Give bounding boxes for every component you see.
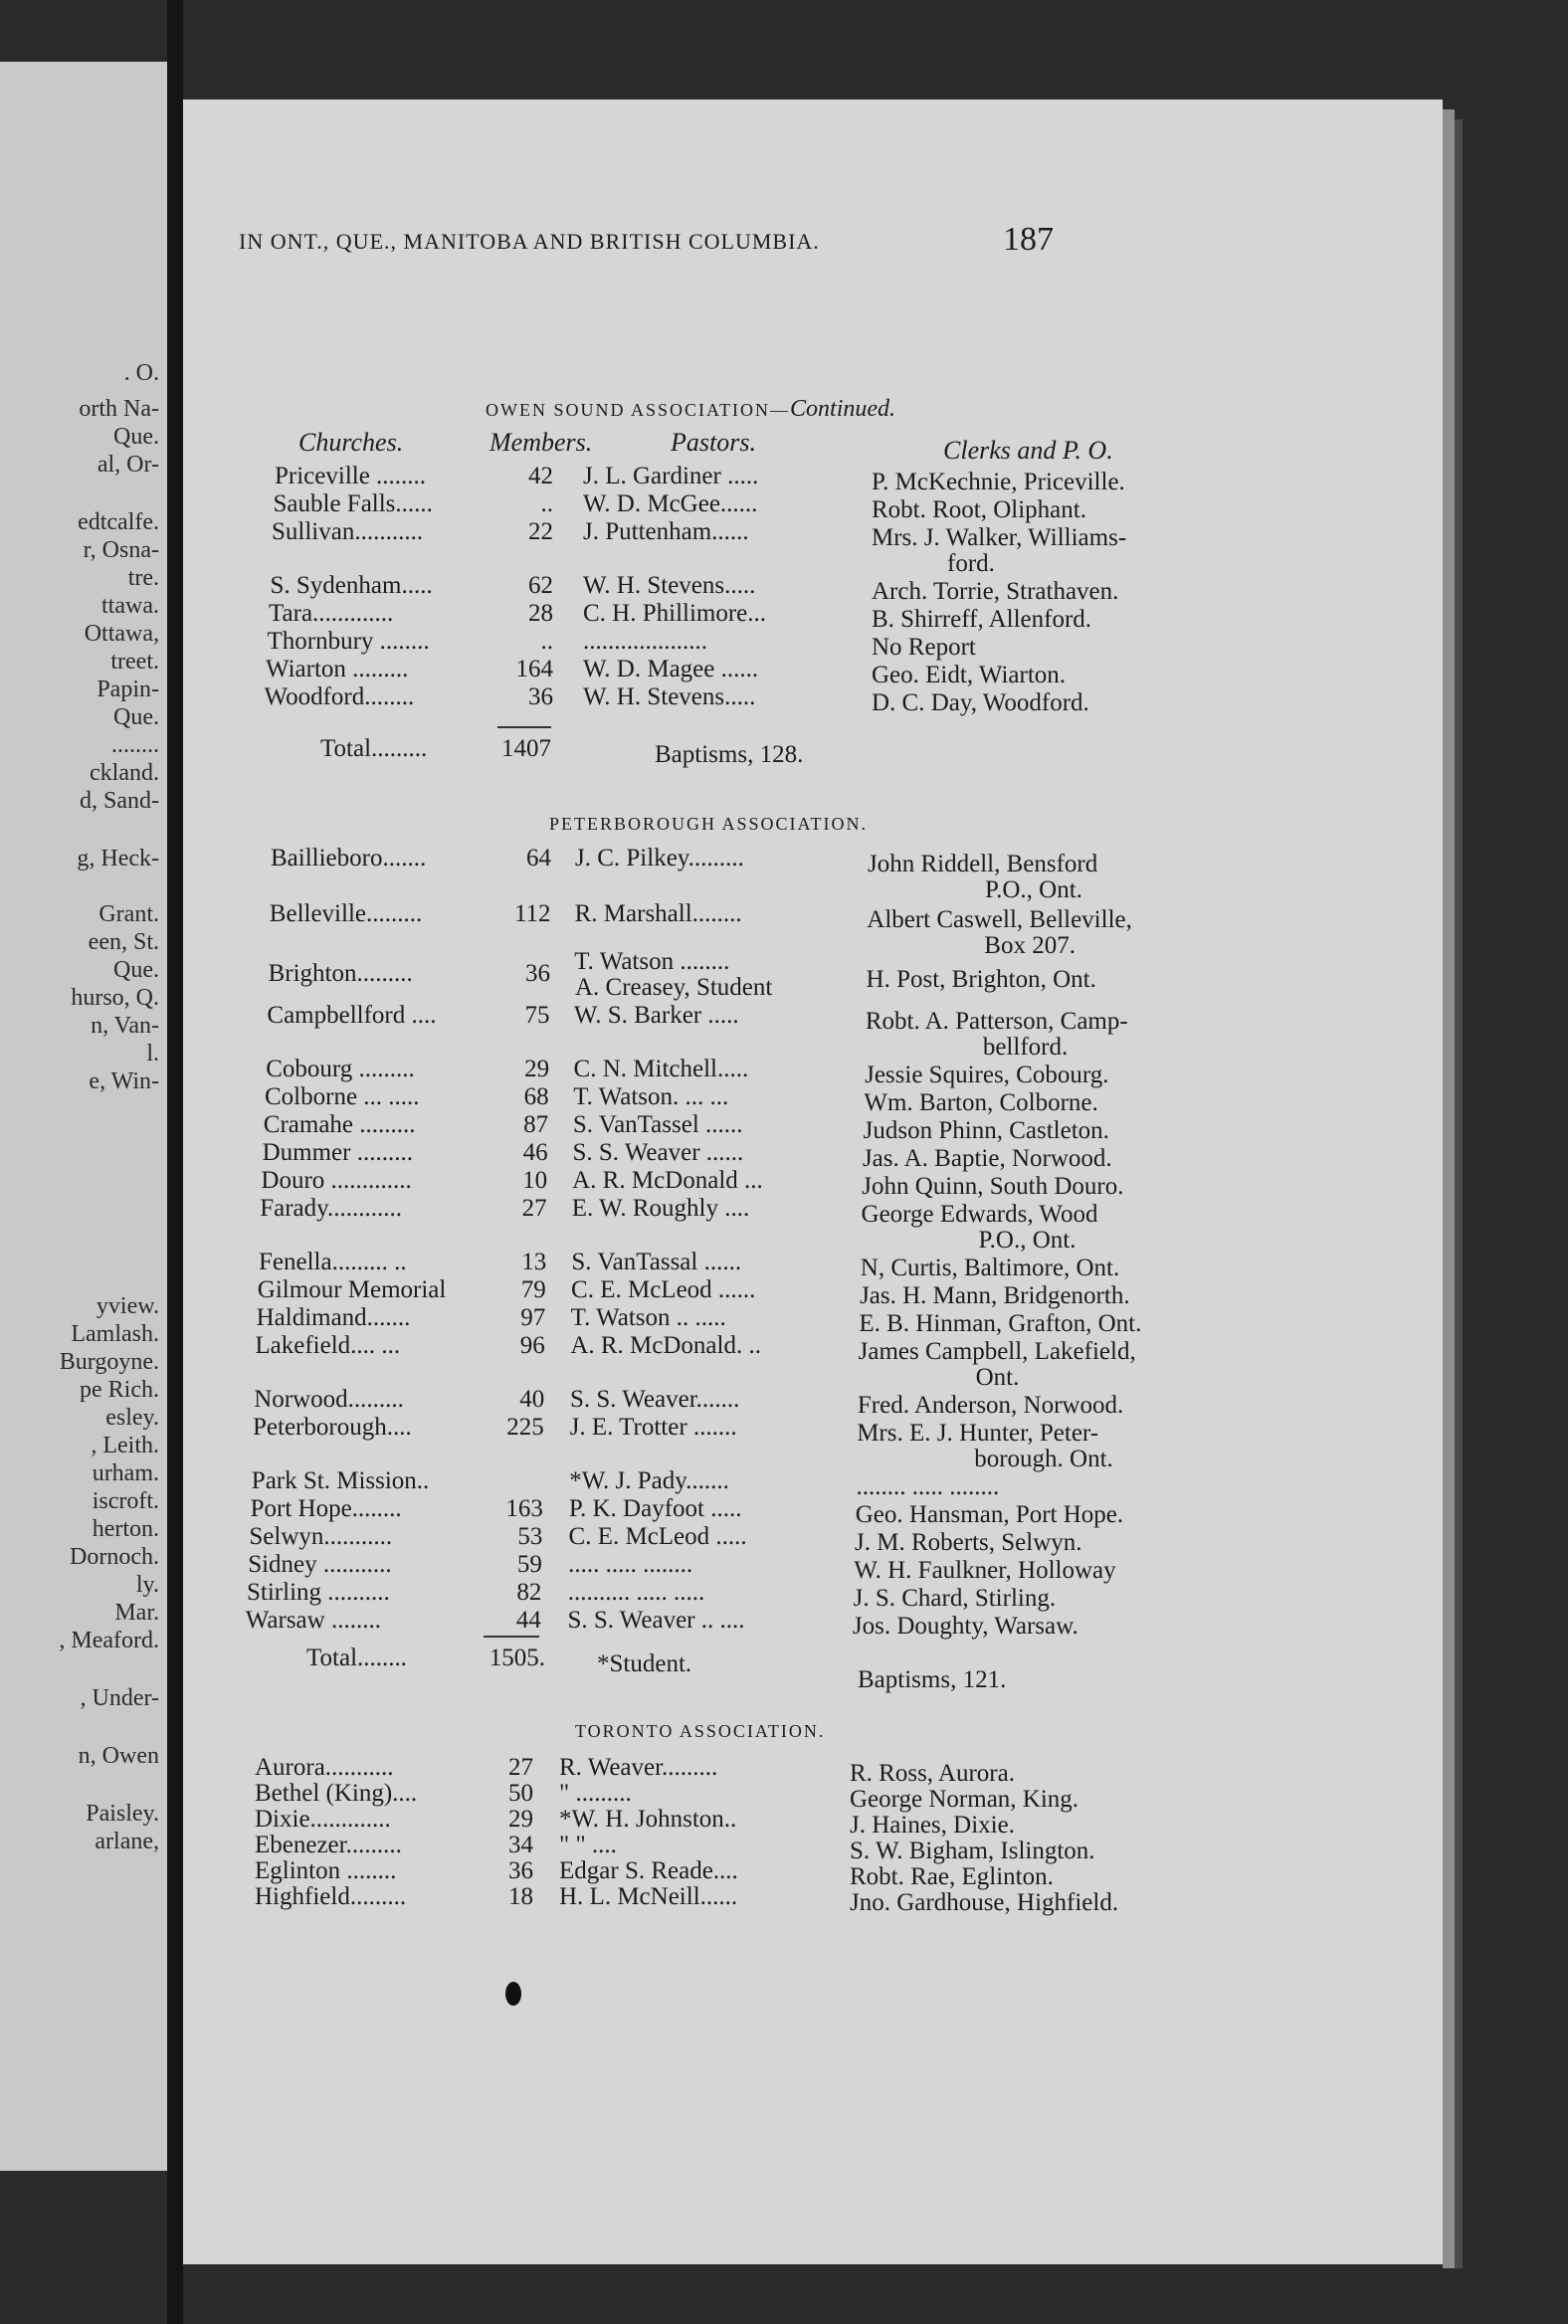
member-count: 34	[508, 1832, 533, 1858]
margin-fragment: iscroft.	[92, 1488, 159, 1514]
church-name: Cobourg .........	[266, 1056, 415, 1082]
church-name: Tara.............	[269, 600, 394, 627]
church-name: Lakefield.... ...	[255, 1332, 401, 1359]
member-count: ..	[540, 628, 553, 655]
church-name: Farady............	[260, 1195, 402, 1222]
margin-fragment: arlane,	[95, 1829, 159, 1854]
member-count: 50	[508, 1780, 533, 1807]
church-name: Priceville ........	[275, 463, 427, 489]
church-name: Campbellford ....	[267, 1002, 437, 1029]
book-gutter	[167, 0, 183, 2324]
member-count: 79	[520, 1276, 546, 1303]
margin-fragment: n, Owen	[78, 1743, 159, 1769]
member-count: 96	[519, 1332, 545, 1359]
church-name: Cramahe .........	[263, 1111, 416, 1138]
pet-baptisms: Baptisms, 121.	[858, 1666, 1007, 1693]
margin-fragment: Que.	[113, 424, 159, 450]
pastor-name: R. Weaver.........	[559, 1754, 718, 1781]
church-name: Gilmour Memorial	[257, 1276, 447, 1303]
clerk-po: W. H. Faulkner, Holloway	[854, 1557, 1116, 1584]
margin-fragment: yview.	[96, 1293, 159, 1319]
member-count: 36	[508, 1857, 533, 1884]
clerk-po: Wm. Barton, Colborne.	[864, 1089, 1098, 1116]
pastor-name: E. W. Roughly ....	[571, 1195, 750, 1222]
owen-sound-heading	[486, 396, 895, 423]
church-name: Norwood.........	[254, 1386, 404, 1413]
owen-baptisms: Baptisms, 128.	[655, 741, 804, 768]
church-name: Thornbury ........	[267, 628, 430, 655]
pastor-name: *W. J. Pady.......	[569, 1467, 729, 1494]
pastor-name: J. C. Pilkey.........	[575, 845, 744, 872]
clerk-po: Jos. Doughty, Warsaw.	[852, 1613, 1078, 1640]
member-count: 53	[517, 1523, 543, 1550]
pastor-name: H. L. McNeill......	[559, 1883, 738, 1910]
margin-fragment: l.	[146, 1041, 159, 1066]
page-edge	[1443, 109, 1455, 2268]
pastor-name: P. K. Dayfoot .....	[568, 1495, 742, 1522]
church-name: Ebenezer.........	[255, 1832, 402, 1858]
margin-fragment: treet.	[110, 649, 159, 675]
margin-fragment: een, St.	[88, 929, 159, 955]
member-count: 44	[515, 1607, 541, 1634]
margin-fragment: ttawa.	[101, 593, 159, 619]
pastor-name: A. R. McDonald. ..	[570, 1332, 761, 1359]
pastor-name: S. VanTassal ......	[571, 1249, 742, 1275]
clerk-po: E. B. Hinman, Grafton, Ont.	[859, 1310, 1142, 1337]
church-name: Bethel (King)....	[255, 1780, 418, 1807]
member-count: 112	[513, 900, 551, 927]
clerk-po-cont: P.O., Ont.	[978, 1227, 1077, 1254]
clerk-po: George Norman, King.	[850, 1786, 1079, 1813]
pastor-name: " " ....	[559, 1832, 617, 1858]
member-count: 13	[521, 1249, 547, 1275]
pastor-name: W. H. Stevens.....	[583, 683, 756, 710]
church-name: Eglinton ........	[255, 1857, 397, 1884]
margin-fragment: tre.	[127, 565, 159, 591]
owen-total-label: Total.........	[320, 735, 428, 762]
continued-label: Continued.	[790, 396, 896, 422]
church-name: Park St. Mission..	[251, 1467, 430, 1494]
clerk-po: John Quinn, South Douro.	[862, 1173, 1124, 1200]
pastor-name: A. Creasey, Student	[575, 974, 773, 1001]
margin-fragment: , Under-	[80, 1685, 159, 1711]
pastor-name: C. E. McLeod .....	[568, 1523, 747, 1550]
clerk-po: S. W. Bigham, Islington.	[850, 1838, 1095, 1864]
church-name: Brighton.........	[268, 960, 413, 987]
church-name: Port Hope........	[250, 1495, 402, 1522]
church-name: Aurora...........	[255, 1754, 394, 1781]
member-count: 97	[520, 1304, 546, 1331]
clerk-po: Jas. H. Mann, Bridgenorth.	[860, 1282, 1130, 1309]
clerk-po: Robt. Rae, Eglinton.	[850, 1863, 1054, 1890]
running-head: IN ONT., QUE., MANITOBA AND BRITISH COLUMBIA.	[239, 229, 820, 254]
margin-fragment: Lamlash.	[71, 1321, 159, 1347]
pastor-name: C. N. Mitchell.....	[573, 1056, 749, 1082]
pastor-name: W. D. Magee ......	[583, 656, 759, 682]
toronto-heading: TORONTO ASSOCIATION.	[575, 1721, 826, 1741]
church-name: Fenella......... ..	[259, 1249, 407, 1275]
margin-fragment: ........	[111, 732, 159, 758]
facing-page-margin	[0, 62, 167, 2171]
church-name: Highfield.........	[255, 1883, 407, 1910]
member-count: 28	[528, 600, 553, 627]
member-count: 62	[528, 572, 553, 599]
margin-fragment: edtcalfe.	[78, 509, 159, 535]
pastor-name: J. E. Trotter .......	[569, 1414, 737, 1441]
pastor-name: S. VanTassel ......	[572, 1111, 743, 1138]
peterborough-heading: PETERBOROUGH ASSOCIATION.	[549, 814, 869, 834]
member-count: ..	[540, 490, 553, 517]
col-header-churches: Churches.	[298, 428, 404, 457]
clerk-po: J. S. Chard, Stirling.	[853, 1585, 1057, 1612]
margin-fragment: d, Sand-	[80, 788, 159, 814]
col-header-members: Members.	[490, 428, 593, 457]
church-name: Stirling ..........	[247, 1579, 390, 1606]
total-rule	[484, 1636, 539, 1638]
pastor-name: W. S. Barker .....	[573, 1002, 739, 1029]
clerk-po-cont: borough. Ont.	[974, 1446, 1113, 1472]
student-note: *Student.	[597, 1650, 692, 1677]
member-count: 36	[525, 960, 551, 987]
margin-fragment: Paisley.	[86, 1801, 159, 1827]
col-header-pastors: Pastors.	[671, 428, 756, 457]
member-count: 18	[508, 1883, 533, 1910]
clerk-po: Robt. Root, Oliphant.	[872, 496, 1086, 523]
member-count: 46	[522, 1139, 548, 1166]
church-name: Sauble Falls......	[273, 490, 433, 517]
clerk-po: R. Ross, Aurora.	[850, 1760, 1015, 1787]
church-name: Sullivan...........	[272, 518, 424, 545]
margin-fragment: Burgoyne.	[59, 1349, 159, 1375]
clerk-po: John Riddell, Bensford	[868, 851, 1098, 877]
clerk-po: George Edwards, Wood	[861, 1201, 1098, 1228]
margin-fragment: Ottawa,	[84, 621, 159, 647]
clerk-po-cont: bellford.	[982, 1034, 1069, 1061]
member-count: 75	[524, 1002, 550, 1029]
clerk-po: Jessie Squires, Cobourg.	[865, 1062, 1109, 1088]
ink-blot	[505, 1982, 521, 2006]
member-count: 10	[522, 1167, 548, 1194]
member-count: 27	[521, 1195, 547, 1222]
church-name: Sidney ...........	[248, 1551, 392, 1578]
pastor-name: ....................	[583, 628, 707, 655]
clerk-po: Mrs. J. Walker, Williams-	[872, 524, 1127, 551]
margin-fragment: . O.	[123, 360, 159, 386]
pastor-name: W. D. McGee......	[583, 490, 758, 517]
pastor-name: T. Watson .. .....	[570, 1304, 726, 1331]
pastor-name: C. H. Phillimore...	[583, 600, 767, 627]
margin-fragment: Grant.	[98, 901, 159, 927]
church-name: Douro .............	[261, 1167, 412, 1194]
margin-fragment: Mar.	[114, 1600, 159, 1626]
pastor-name: S. S. Weaver.......	[569, 1386, 740, 1413]
member-count: 225	[506, 1414, 544, 1441]
clerk-po: No Report	[872, 634, 976, 661]
member-count: 29	[524, 1056, 550, 1082]
margin-fragment: urham.	[92, 1460, 159, 1486]
clerk-po: H. Post, Brighton, Ont.	[866, 966, 1096, 993]
pastor-name: Edgar S. Reade....	[559, 1857, 738, 1884]
margin-fragment: n, Van-	[91, 1013, 159, 1039]
church-name: S. Sydenham.....	[270, 572, 433, 599]
pastor-name: T. Watson. ... ...	[573, 1083, 729, 1110]
member-count: 40	[519, 1386, 545, 1413]
clerk-po-cont: Ont.	[975, 1364, 1020, 1391]
clerk-po: Judson Phinn, Castleton.	[863, 1117, 1109, 1144]
page-number: 187	[1003, 221, 1054, 258]
clerk-po: J. M. Roberts, Selwyn.	[855, 1529, 1082, 1556]
church-name: Belleville.........	[269, 900, 423, 927]
church-name: Dummer .........	[262, 1139, 413, 1166]
clerk-po: D. C. Day, Woodford.	[872, 689, 1089, 716]
pastor-name: ..... ..... ........	[568, 1551, 693, 1578]
clerk-po: Albert Caswell, Belleville,	[867, 906, 1132, 933]
pastor-name: " .........	[559, 1780, 632, 1807]
margin-fragment: Papin-	[97, 677, 159, 702]
margin-fragment: ly.	[135, 1572, 159, 1598]
pastor-name: S. S. Weaver ......	[572, 1139, 744, 1166]
church-name: Dixie.............	[255, 1806, 391, 1833]
clerk-po-cont: P.O., Ont.	[985, 876, 1082, 903]
margin-fragment: herton.	[92, 1516, 159, 1542]
clerk-po-cont: ford.	[947, 550, 995, 577]
margin-fragment: Que.	[113, 957, 159, 983]
clerk-po: ........ ..... ........	[856, 1473, 1000, 1500]
member-count: 163	[505, 1495, 543, 1522]
margin-fragment: Que.	[113, 704, 159, 730]
owen-total: 1407	[501, 735, 551, 762]
pastor-name: S. S. Weaver .. ....	[567, 1607, 745, 1634]
margin-fragment: orth Na-	[79, 396, 159, 422]
margin-fragment: r, Osna-	[83, 537, 159, 563]
member-count: 27	[508, 1754, 533, 1781]
church-name: Wiarton .........	[266, 656, 409, 682]
pet-total-label: Total........	[306, 1645, 408, 1671]
pastor-name: A. R. McDonald ...	[572, 1167, 763, 1194]
clerk-po: Robt. A. Patterson, Camp-	[865, 1008, 1128, 1035]
margin-fragment: e, Win-	[89, 1068, 159, 1094]
member-count: 64	[526, 845, 551, 872]
clerk-po: Mrs. E. J. Hunter, Peter-	[857, 1420, 1099, 1447]
clerk-po: Geo. Eidt, Wiarton.	[872, 662, 1067, 688]
member-count: 29	[508, 1806, 533, 1833]
margin-fragment: Dornoch.	[70, 1544, 159, 1570]
total-rule	[497, 726, 551, 728]
margin-fragment: , Meaford.	[59, 1628, 159, 1653]
member-count: 42	[528, 463, 553, 489]
clerk-po-cont: Box 207.	[984, 932, 1076, 959]
margin-fragment: g, Heck-	[77, 846, 159, 872]
clerk-po: James Campbell, Lakefield,	[858, 1338, 1136, 1365]
clerk-po: P. McKechnie, Priceville.	[872, 469, 1125, 495]
member-count: 68	[523, 1083, 549, 1110]
pastor-name: T. Watson ........	[574, 948, 730, 975]
clerk-po: Geo. Hansman, Port Hope.	[855, 1501, 1124, 1528]
member-count: 87	[523, 1111, 549, 1138]
pastor-name: R. Marshall........	[574, 900, 742, 927]
page-edge-shadow	[1455, 119, 1463, 2268]
margin-fragment: pe Rich.	[80, 1377, 159, 1403]
clerk-po: B. Shirreff, Allenford.	[872, 606, 1092, 633]
church-name: Selwyn...........	[249, 1523, 393, 1550]
clerk-po: Jas. A. Baptie, Norwood.	[862, 1145, 1112, 1172]
clerk-po: N, Curtis, Baltimore, Ont.	[860, 1255, 1120, 1281]
member-count: 82	[516, 1579, 542, 1606]
church-name: Peterborough....	[253, 1414, 412, 1441]
clerk-po: Arch. Torrie, Strathaven.	[872, 578, 1119, 605]
pastor-name: W. H. Stevens.....	[583, 572, 756, 599]
pastor-name: C. E. McLeod ......	[571, 1276, 756, 1303]
pastor-name: J. Puttenham......	[583, 518, 749, 545]
church-name: Baillieboro.......	[271, 845, 427, 872]
pet-total: 1505.	[489, 1645, 545, 1671]
church-name: Woodford........	[264, 683, 415, 710]
member-count: 22	[528, 518, 553, 545]
member-count: 164	[515, 656, 553, 682]
clerk-po: Fred. Anderson, Norwood.	[857, 1392, 1124, 1419]
clerk-po: Jno. Gardhouse, Highfield.	[850, 1889, 1119, 1916]
margin-fragment: , Leith.	[91, 1433, 159, 1458]
pastor-name: J. L. Gardiner .....	[583, 463, 759, 489]
col-header-clerks: Clerks and P. O.	[943, 436, 1113, 465]
margin-fragment: al, Or-	[97, 452, 159, 478]
margin-fragment: esley.	[105, 1405, 159, 1431]
owen-sound-heading-text: OWEN SOUND ASSOCIATION—	[486, 400, 791, 420]
church-name: Colborne ... .....	[265, 1083, 420, 1110]
church-name: Warsaw ........	[245, 1607, 381, 1634]
pastor-name: *W. H. Johnston..	[559, 1806, 737, 1833]
pastor-name: .......... ..... .....	[567, 1579, 705, 1606]
margin-fragment: ckland.	[90, 760, 159, 786]
member-count: 36	[528, 683, 553, 710]
member-count: 59	[516, 1551, 542, 1578]
clerk-po: J. Haines, Dixie.	[850, 1812, 1015, 1839]
church-name: Haldimand.......	[256, 1304, 411, 1331]
margin-fragment: hurso, Q.	[71, 985, 159, 1011]
